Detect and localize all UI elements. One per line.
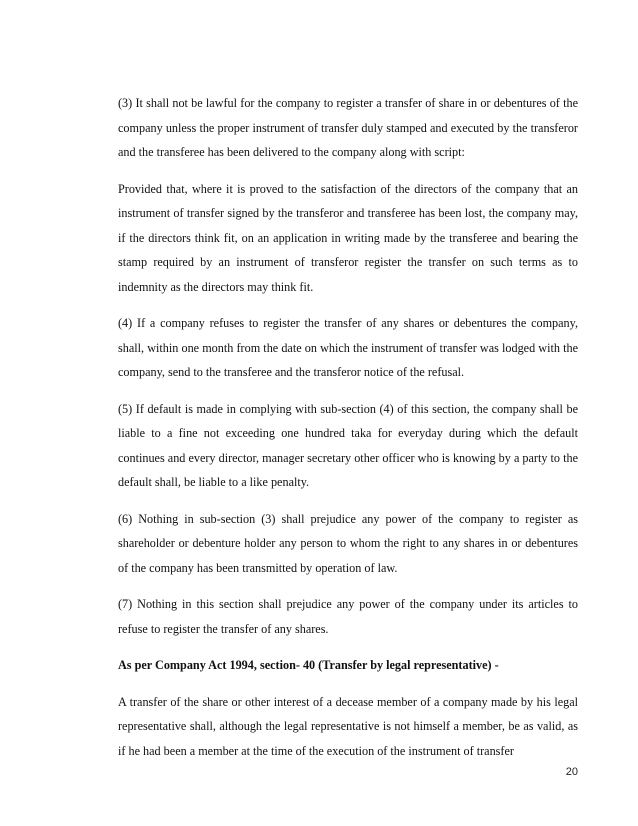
paragraph-subsection-7: (7) Nothing in this section shall prejudice any power of the company under its articles to refuse to register the transfer of any shares. <box>118 597 578 636</box>
paragraph-subsection-3: (3) It shall not be lawful for the company to register a transfer of share in or debentures of the company unless the proper instrument of transfer duly stamped and executed by the transferor and the transferee has been delivered to the company along with script: <box>118 96 578 159</box>
paragraph-proviso: Provided that, where it is proved to the satisfaction of the directors of the company that an instrument of transfer signed by the transferor and transferee has been lost, the company may, if the directors think fit, on an application in writing made by the transferee and bearing the stamp required by an instrument of transferor register the transfer on such terms as to indemnity as the directors may think fit. <box>118 181 578 294</box>
page-number: 20 <box>565 766 578 778</box>
paragraph-transfer-legal-representative: A transfer of the share or other interest of a decease member of a company made by his legal representative shall, although the legal representative is not himself a member, be as valid, as if he had been a member at the time of the execution of the instrument of transfer <box>118 694 578 758</box>
paragraph-subsection-4: (4) If a company refuses to register the transfer of any shares or debentures the company, shall, within one month from the date on which the instrument of transfer was lodged with the company, send to the transferee and the transferor notice of the refusal. <box>118 316 578 379</box>
paragraph-subsection-5: (5) If default is made in complying with sub-section (4) of this section, the company shall be liable to a fine not exceeding one hundred taka for everyday during which the default continues and every director, manager secretary other officer who is knowing by a party to the default shall, be liable to a like penalty. <box>118 401 578 489</box>
paragraph-subsection-6: (6) Nothing in sub-section (3) shall prejudice any power of the company to register as shareholder or debenture holder any person to whom the right to any shares in or debentures of the company has been transmitted by operation of law. <box>118 511 578 575</box>
section-heading: As per Company Act 1994, section- 40 (Transfer by legal representative) - <box>118 658 499 672</box>
page-body <box>118 91 578 775</box>
